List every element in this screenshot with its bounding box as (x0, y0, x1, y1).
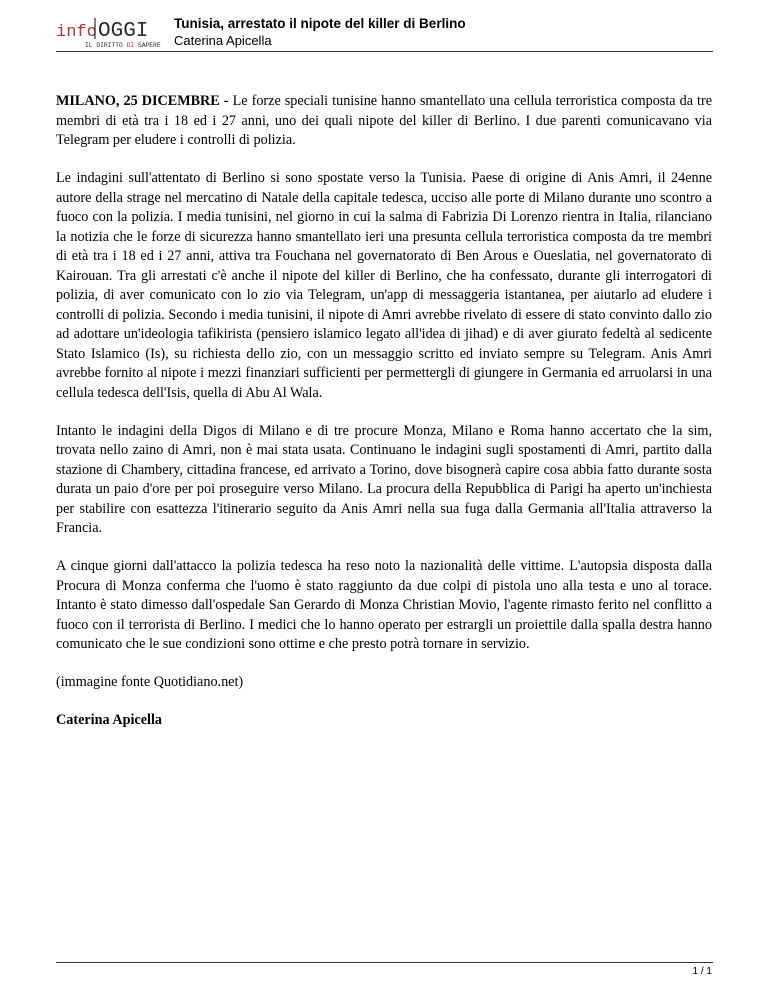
author-signature: Caterina Apicella (56, 712, 162, 728)
image-credit: (immagine fonte Quotidiano.net) (56, 674, 244, 690)
article-paragraph: A cinque giorni dall'attacco la polizia tedesca ha reso noto la nazionalità delle vittime. L'autopsia disposta dalla Procura di Monza conferma che l'uomo è stato raggiunto da due colpi di pistola uno alla testa e uno al torace. Intanto è stato dimesso dall'ospedale San Gerardo di Monza Christian Movio, l'agente rimasto ferito nel conflitto a fuoco con il terrorista di Berlino. I medici che lo hanno operato per estrargli un proiettile dalla spalla destra hanno comunicato che le sue condizioni sono ottime e che presto potrà tornare in servizio. (56, 558, 712, 652)
header-text-block (174, 15, 466, 49)
document-title: Tunisia, arrestato il nipote del killer di Berlino (174, 16, 466, 31)
footer-divider (56, 962, 713, 963)
article-paragraph (56, 92, 712, 151)
page-number: 1 / 1 (692, 966, 712, 977)
article-paragraph: Le indagini sull'attentato di Berlino si sono spostate verso la Tunisia. Paese di origine di Anis Amri, il 24enne autore della strage nel mercatino di Natale della capitale tedesca, ucciso alle porte di Milano durante uno scontro a fuoco con la polizia. I media tunisini, nel giorno in cui la salma di Fabrizia Di Lorenzo rientra in Italia, rilanciano la notizia che le forze di sicurezza hanno smantellato ieri una presunta cellula terroristica composta da tre membri di età tra i 18 ed i 27 anni, attiva tra Fouchana nel governatorato di Ben Arous e Oueslatia, nel governatorato di Kairouan. Tra gli arrestati c'è anche il nipote del killer di Berlino, che ha confessato, durante gli interrogatori di polizia, di aver comunicato con lo zio via Telegram, un'app di messaggeria istantanea, per aiutarlo ad eludere i controlli di polizia. Secondo i media tunisini, il nipote di Amri avrebbe rivelato di essere di stato convinto dallo zio ad adottare un'ideologia tafikirista (pensiero islamico legato all'idea di jihad) e di aver giurato fedeltà al sedicente Stato Islamico (Is), su richiesta dello zio, con un messaggio scritto ed inviato sempre su Telegram. Anis Amri avrebbe fornito al nipote i mezzi finanziari sufficienti per permettergli di giungere in Germania ed arruolarsi in una cellula tedesca dell'Isis, quella di Abu Al Wala. (56, 170, 712, 401)
logo-oggi-text: OGGI (98, 20, 149, 43)
dateline: MILANO, 25 DICEMBRE - (56, 93, 229, 109)
logo-tagline: IL DIRITTO DI SAPERE (85, 42, 161, 49)
header-divider (56, 51, 713, 52)
article-paragraph: Intanto le indagini della Digos di Milano e di tre procure Monza, Milano e Roma hanno accertato che la sim, trovata nello zaino di Amri, non è mai stata usata. Continuano le indagini sugli spostamenti di Amri, partito dalla stazione di Chambery, cittadina francese, ed arrivato a Torino, dove bisognerà capire cosa abbia fatto durante sosta durata un paio d'ore per poi proseguire verso Milano. La procura della Repubblica di Parigi ha aperto un'inchiesta per stabilire con esattezza l'itinerario seguito da Anis Amri nella sua fuga dalla Germania all'Italia attraverso la Francia. (56, 422, 712, 536)
infooggi-logo (56, 14, 168, 50)
lead-text: Le forze speciali tunisine hanno smantellato una cellula terroristica composta da tre membri di età tra i 18 ed i 27 anni, uno dei quali nipote del killer di Berlino. I due parenti comunicavano via Telegram per eludere i controlli di polizia. (56, 93, 712, 148)
logo-info-text: info (56, 23, 97, 42)
page-header (56, 12, 712, 52)
header-author: Caterina Apicella (174, 33, 272, 48)
article-body (56, 92, 712, 749)
